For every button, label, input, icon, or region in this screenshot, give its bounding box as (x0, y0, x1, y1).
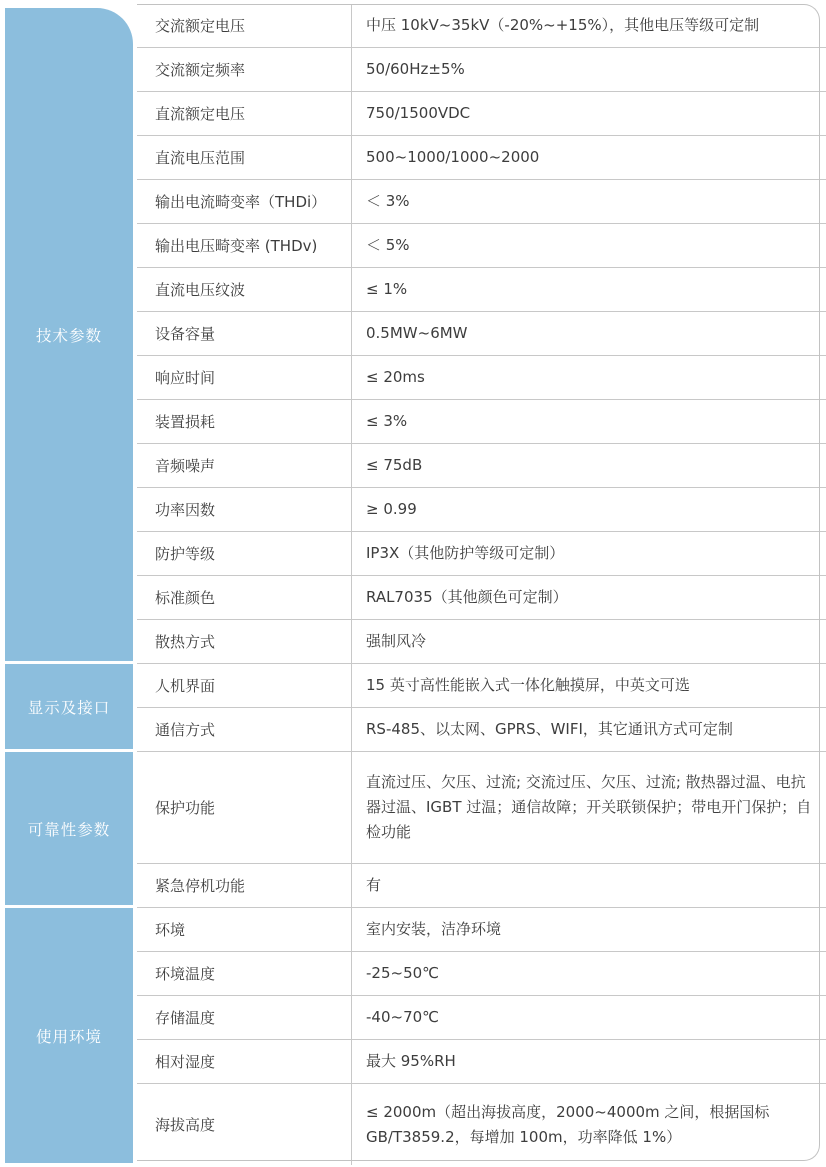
param-value-cell: ≤ 75dB (366, 456, 423, 474)
section-rows (137, 664, 826, 752)
param-name-cell: 设备容量 (137, 312, 352, 355)
table-row (137, 752, 826, 864)
table-row (137, 1040, 826, 1084)
table-row (137, 664, 826, 708)
table-row (137, 708, 826, 752)
table-section (0, 4, 826, 664)
table-row (137, 908, 826, 952)
param-name-cell: 输出电压畸变率 (THDv) (137, 224, 352, 267)
param-name-cell: 装置损耗 (137, 400, 352, 443)
param-value-cell: 15 英寸高性能嵌入式一体化触摸屏，中英文可选 (366, 676, 690, 694)
param-value-cell: IP3X（其他防护等级可定制） (366, 544, 565, 562)
table-row (137, 48, 826, 92)
param-name-cell: 人机界面 (137, 664, 352, 707)
table-section (0, 752, 826, 908)
sidebar-section-label: 可靠性参数 (5, 752, 133, 908)
table-row (137, 180, 826, 224)
table-row (137, 532, 826, 576)
param-value-cell: ≤ 20ms (366, 368, 425, 386)
param-value-cell: ≥ 0.99 (366, 500, 417, 518)
param-value-cell: ≤ 1% (366, 280, 408, 298)
param-name-cell: 交流额定频率 (137, 48, 352, 91)
param-name-cell: 通信方式 (137, 708, 352, 751)
table-row (137, 268, 826, 312)
param-value-cell: -25~50℃ (366, 964, 440, 982)
param-name-cell: 功率因数 (137, 488, 352, 531)
param-value-cell: ＜ 5% (366, 236, 410, 254)
table-row (137, 952, 826, 996)
sidebar-section-label: 使用环境 (5, 908, 133, 1163)
param-name-cell: 散热方式 (137, 620, 352, 663)
param-value-cell: 直流过压、欠压、过流; 交流过压、欠压、过流; 散热器过温、电抗器过温、IGBT 过温；通信故障；开关联锁保护；带电开门保护；自检功能 (366, 773, 812, 841)
param-value-cell: 强制风冷 (366, 632, 427, 650)
param-name-cell: 环境温度 (137, 952, 352, 995)
section-rows (137, 752, 826, 908)
param-name-cell: 音频噪声 (137, 444, 352, 487)
table-row (137, 400, 826, 444)
param-name-cell: 直流电压纹波 (137, 268, 352, 311)
table-section (0, 664, 826, 752)
table-row (137, 312, 826, 356)
table-row (137, 576, 826, 620)
table-row (137, 1084, 826, 1165)
table-row (137, 136, 826, 180)
param-value-cell: 中压 10kV~35kV（-20%~+15%），其他电压等级可定制 (366, 16, 760, 34)
param-value-cell: ＜ 3% (366, 192, 410, 210)
param-name-cell: 保护功能 (137, 752, 352, 863)
param-value-cell: 室内安装，洁净环境 (366, 920, 502, 938)
param-value-cell: RS-485、以太网、GPRS、WIFI，其它通讯方式可定制 (366, 720, 733, 738)
param-value-cell: ≤ 3% (366, 412, 408, 430)
section-rows (137, 908, 826, 1165)
param-value-cell: 500~1000/1000~2000 (366, 148, 540, 166)
param-name-cell: 直流电压范围 (137, 136, 352, 179)
param-value-cell: 50/60Hz±5% (366, 60, 465, 78)
param-name-cell: 海拔高度 (137, 1084, 352, 1165)
table-row (137, 996, 826, 1040)
param-value-cell: 0.5MW~6MW (366, 324, 468, 342)
param-name-cell: 响应时间 (137, 356, 352, 399)
param-value-cell: ≤ 2000m（超出海拔高度，2000~4000m 之间，根据国标 GB/T3859.2，每增加 100m，功率降低 1%） (366, 1102, 770, 1146)
table-row (137, 620, 826, 664)
param-name-cell: 交流额定电压 (137, 4, 352, 47)
param-name-cell: 环境 (137, 908, 352, 951)
table-row (137, 864, 826, 908)
param-name-cell: 标准颜色 (137, 576, 352, 619)
param-name-cell: 存储温度 (137, 996, 352, 1039)
sidebar-section-label: 技术参数 (5, 8, 133, 664)
table-row (137, 224, 826, 268)
table-row (137, 4, 826, 48)
section-rows (137, 4, 826, 664)
table-row (137, 356, 826, 400)
table-row (137, 444, 826, 488)
param-value-cell: RAL7035（其他颜色可定制） (366, 588, 568, 606)
param-name-cell: 防护等级 (137, 532, 352, 575)
table-row (137, 92, 826, 136)
param-value-cell: 有 (366, 876, 382, 894)
table-section (0, 908, 826, 1165)
sidebar-section-label: 显示及接口 (5, 664, 133, 752)
param-name-cell: 紧急停机功能 (137, 864, 352, 907)
param-value-cell: 最大 95%RH (366, 1052, 456, 1070)
table-row (137, 488, 826, 532)
param-name-cell: 直流额定电压 (137, 92, 352, 135)
param-value-cell: -40~70℃ (366, 1008, 440, 1026)
param-name-cell: 输出电流畸变率（THDi） (137, 180, 352, 223)
param-value-cell: 750/1500VDC (366, 104, 471, 122)
param-name-cell: 相对湿度 (137, 1040, 352, 1083)
